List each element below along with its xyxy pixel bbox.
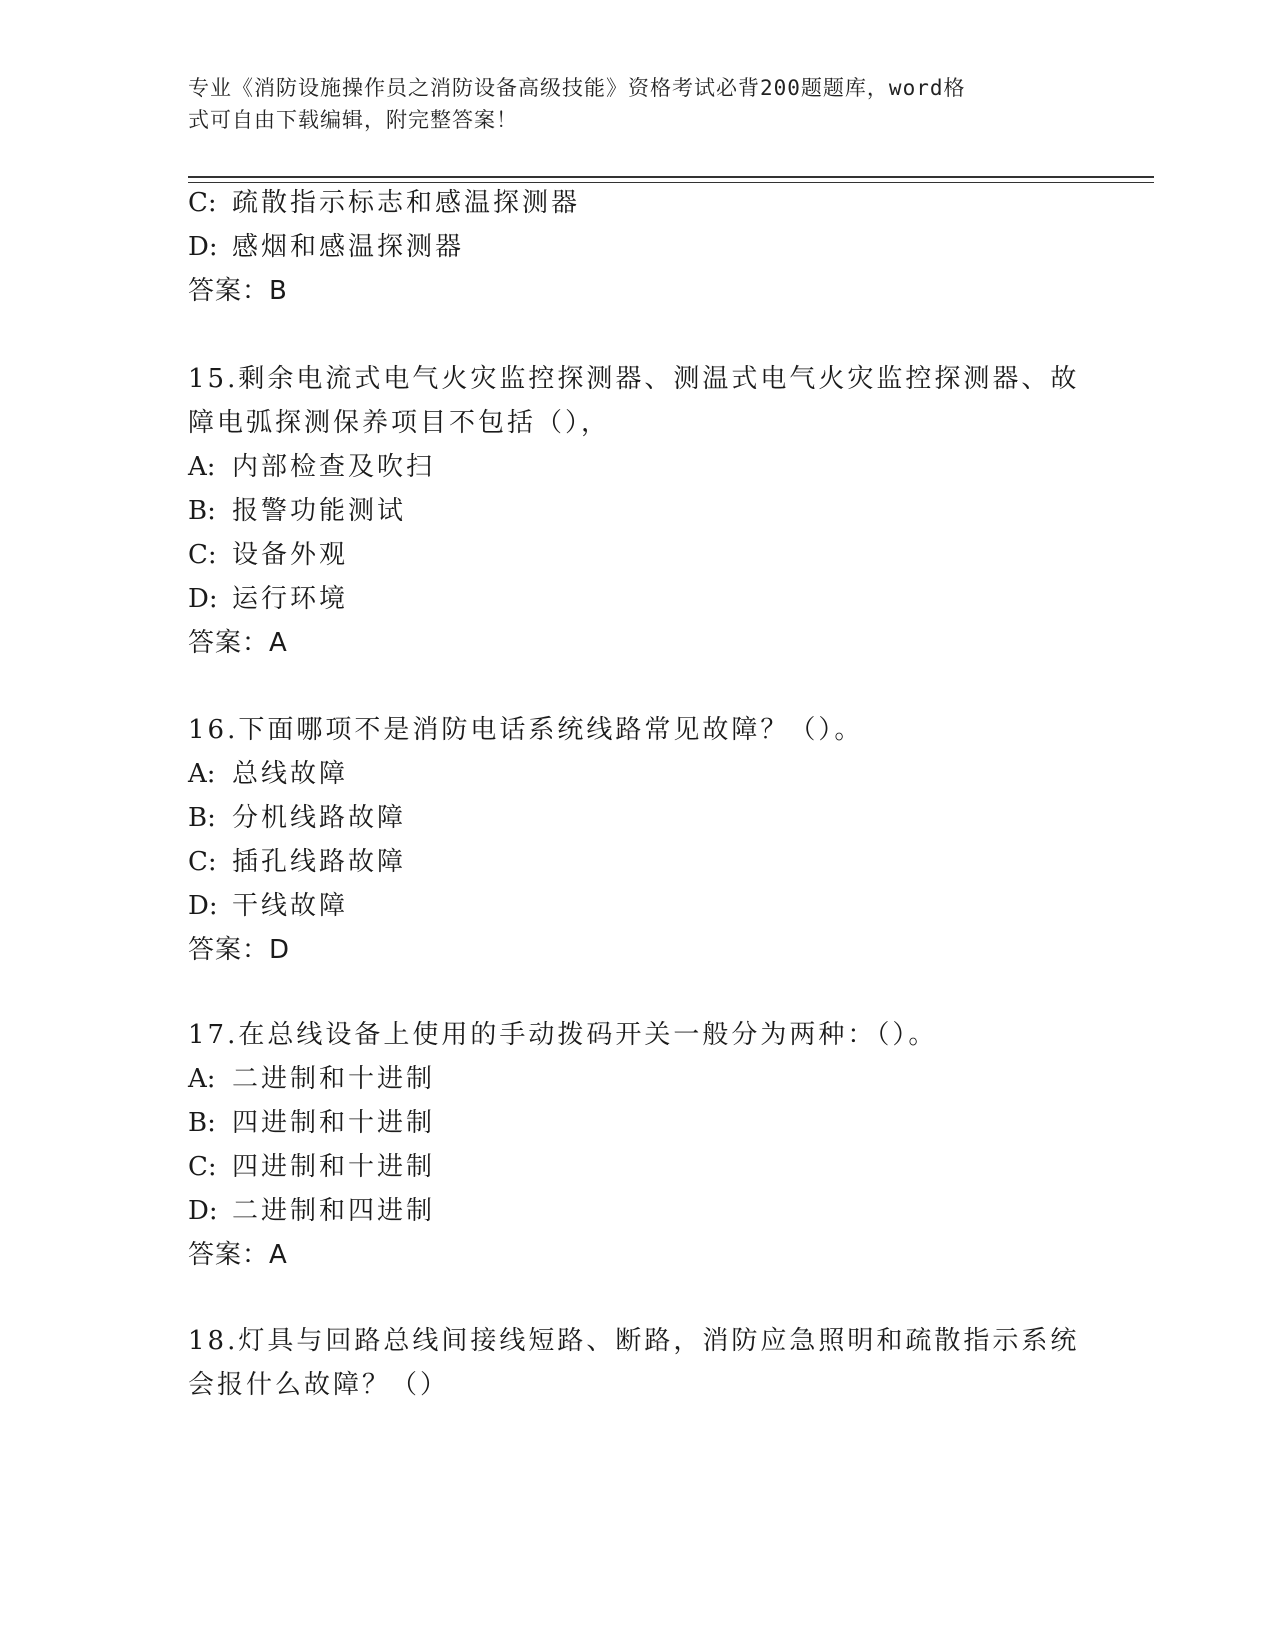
option-d [188, 230, 1148, 264]
answer-label: 答案： [188, 935, 270, 965]
option-text: 四进制和十进制 [232, 1108, 436, 1138]
option-text: 感烟和感温探测器 [232, 232, 465, 262]
option-a [188, 450, 1148, 484]
option-letter: C: [188, 540, 217, 570]
answer-line [188, 933, 1148, 967]
option-letter: D: [188, 584, 218, 614]
header-line-1: 专业《消防设施操作员之消防设备高级技能》资格考试必背200题题库，word格 [188, 76, 966, 100]
option-letter: D: [188, 232, 218, 262]
answer-value: A [269, 628, 288, 658]
header-divider-thick [188, 176, 1154, 178]
header-line-2: 式可自由下载编辑，附完整答案！ [188, 108, 518, 132]
question-16-stem: 16.下面哪项不是消防电话系统线路常见故障？（）。 [188, 715, 864, 745]
answer-label: 答案： [188, 1240, 270, 1270]
option-text: 疏散指示标志和感温探测器 [232, 188, 581, 218]
document-header [188, 72, 1068, 136]
answer-label: 答案： [188, 628, 270, 658]
option-text: 运行环境 [232, 584, 349, 614]
option-letter: D: [188, 1196, 218, 1226]
answer-line [188, 274, 1148, 308]
option-letter: C: [188, 1152, 217, 1182]
option-a [188, 757, 1148, 791]
option-d [188, 582, 1148, 616]
question-17-stem: 17.在总线设备上使用的手动拨码开关一般分为两种：（）。 [188, 1020, 938, 1050]
option-c [188, 845, 1148, 879]
option-c [188, 1150, 1148, 1184]
answer-value: A [269, 1240, 288, 1270]
option-letter: A: [188, 759, 216, 789]
answer-value: B [269, 276, 288, 306]
answer-line [188, 1238, 1148, 1272]
option-b [188, 801, 1148, 835]
answer-value: D [269, 935, 291, 965]
option-letter: C: [188, 188, 217, 218]
option-text: 报警功能测试 [232, 496, 407, 526]
option-text: 四进制和十进制 [232, 1152, 436, 1182]
option-b [188, 494, 1148, 528]
question-15-stem-line-2: 障电弧探测保养项目不包括（）， [188, 408, 611, 438]
header-divider-thin [188, 182, 1154, 183]
option-d [188, 1194, 1148, 1228]
option-letter: A: [188, 1064, 216, 1094]
question-15-stem-line-1: 15.剩余电流式电气火灾监控探测器、测温式电气火灾监控探测器、故 [188, 364, 1080, 394]
option-text: 分机线路故障 [232, 803, 407, 833]
option-a [188, 1062, 1148, 1096]
option-letter: C: [188, 847, 217, 877]
option-letter: B: [188, 496, 216, 526]
option-letter: A: [188, 452, 216, 482]
option-letter: B: [188, 1108, 216, 1138]
option-text: 内部检查及吹扫 [232, 452, 436, 482]
option-text: 总线故障 [232, 759, 349, 789]
option-text: 插孔线路故障 [232, 847, 407, 877]
question-18-stem-line-1: 18.灯具与回路总线间接线短路、断路，消防应急照明和疏散指示系统 [188, 1326, 1080, 1356]
answer-line [188, 626, 1148, 660]
option-text: 二进制和十进制 [232, 1064, 436, 1094]
option-d [188, 889, 1148, 923]
option-letter: B: [188, 803, 216, 833]
option-b [188, 1106, 1148, 1140]
option-c [188, 538, 1148, 572]
option-text: 二进制和四进制 [232, 1196, 436, 1226]
option-text: 干线故障 [232, 891, 349, 921]
option-c [188, 186, 1148, 220]
option-text: 设备外观 [232, 540, 349, 570]
question-18-stem-line-2: 会报什么故障？（） [188, 1370, 450, 1400]
option-letter: D: [188, 891, 218, 921]
answer-label: 答案： [188, 276, 270, 306]
